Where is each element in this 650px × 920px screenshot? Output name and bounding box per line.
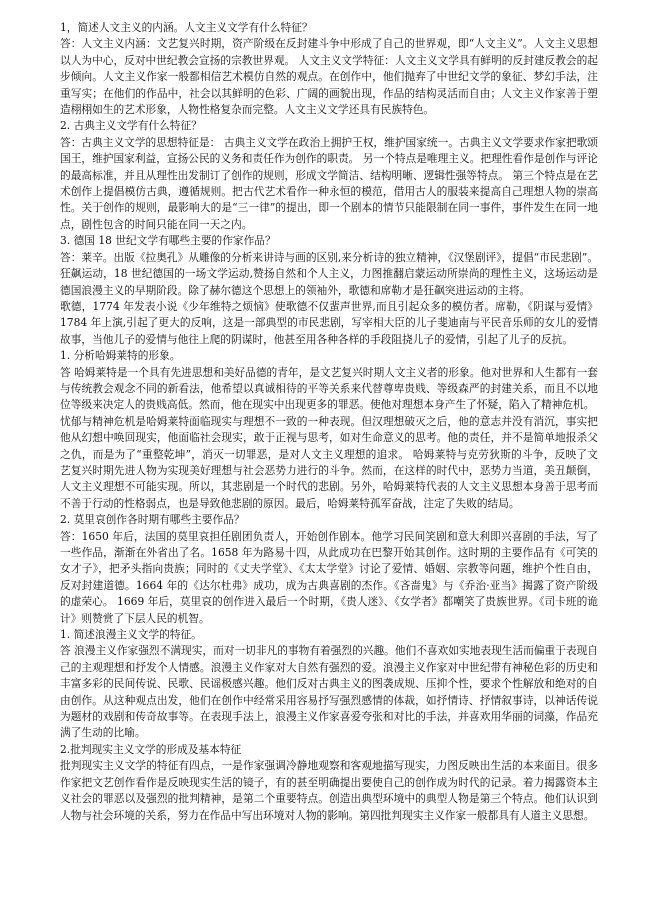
question-hamlet: 1. 分析哈姆莱特的形象。 bbox=[60, 349, 181, 363]
answer-humanism: 答：人文主义内涵：文艺复兴时期，资产阶级在反封建斗争中形成了自己的世界观，即“人文主义”。人文主义思想以人为中心，反对中世纪教会宣扬的宗教世界观。 人文主义文学特征：人文主义文学具有鲜明的反封建反教会的起步倾向。人文主义作家一般都相信艺术模仿自然的观点。在创作中，他们抛弃了中世纪文学的象征、梦幻手法，注重写实；在他们的作品中，社会以其鲜明的色彩、广阔的画貌出现，作品的结构灵活而自由；人文主义作家善于塑造栩栩如生的艺术形象，人物性格复杂而完整。人文主义文学还具有民族特色。 bbox=[60, 37, 598, 117]
question-critical-realism: 2.批判现实主义文学的形成及基本特征 bbox=[60, 742, 242, 756]
answer-hamlet-part1: 答 哈姆莱特是一个具有先进思想和美好品德的青年，是文艺复兴时期人文主义者的形象。他对世界和人生都有一套与传统教会观念不同的新看法，他希望以真诚相待的平等关系来代替尊卑贵贱、等级森严的封建关系，而且不以地位等级来决定人的贵贱高低。然而，他在现实中出现更多的罪恶。使他对理想本身产生了怀疑，陷入了精神危机。 bbox=[60, 365, 598, 412]
answer-german-literature-goethe: 歌德，1774 年发表小说《少年维特之烦恼》使歌德不仅蜚声世界,而且引起众多的模仿者。席勒，《阴谋与爱情》1784 年上演,引起了更大的反响，这是一部典型的市民悲剧，写宰相大臣的儿子斐迪南与平民音乐师的女儿的爱情故事，当他儿子的爱情与他往上爬的阴谋时，他甚至用各种各样的手段阻挠儿子的爱情，引起了儿子的反抗。 bbox=[60, 299, 598, 346]
answer-hamlet-part2: 忧郁与精神危机是哈姆莱特面临现实与理想不一致的一种表现。但汉理想破灭之后，他的意志并没有消沉，事实把他从幻想中唤回现实，他面临社会现实，敢于正视与思考，如对生命意义的思考。他的责任，并不是简单地报杀父之仇，而是为了“重整乾坤”，消灭一切罪恶，是对人文主义理想的追求。 哈姆莱特与克劳狄斯的斗争，反映了文艺复兴时期先进人物为实现美好理想与社会恶势力进行的斗争。然而，在这样的时代中，恶势力当道，美丑颠倒，人文主义理想不可能实现。所以，其悲剧是一个时代的悲剧。另外，哈姆莱特代表的人文主义思想本身善于思考而不善于行动的性格弱点，也是导致他悲剧的原因。最后，哈姆莱特孤军奋战，注定了失败的结局。 bbox=[60, 414, 598, 510]
answer-classicism: 答：古典主义文学的思想特征是： 古典主义文学在政治上拥护王权，维护国家统一。古典主义文学要求作家把歌颂国王，维护国家利益，宣扬公民的义务和责任作为创作的职责。 另一个特点是唯理主义。把理性看作是创作与评论的最高标准，并且从理性出发制订了创作的规则，形成文学简洁、结构明晰、逻辑性强等特点。 第三个特点是在艺术创作上提倡模仿古典，遵循规则。把古代艺术看作一种永恒的模范，借用古人的服装来提高自己理想人物的崇高性。关于创作的规则，最影响大的是“三一律”的提出，即一个剧本的情节只能限制在同一事件，事件发生在同一地点，剧性包含的时间只能在同一天之内。 bbox=[60, 135, 598, 231]
question-romanticism: 1. 简述浪漫主义文学的特征。 bbox=[60, 628, 202, 642]
question-classicism: 2. 古典主义文学有什么特征？ bbox=[60, 119, 202, 133]
question-moliere: 2. 莫里哀创作各时期有哪些主要作品？ bbox=[60, 513, 245, 527]
answer-romanticism: 答 浪漫主义作家强烈不满现实，而对一切非凡的事物有着强烈的兴趣。他们不喜欢如实地表现生活而偏重于表现自己的主观理想和抒发个人情感。浪漫主义作家对大自然有强烈的爱。浪漫主义作家对中世纪带有神秘色彩的历史和丰富多彩的民间传说、民歌、民谣极感兴趣。他们反对古典主义的图袭成规、压抑个性，要求个性解放和绝对的自由创作。从这种观点出发，他们在创作中经常采用容易抒写强烈感情的体裁，如抒情诗、抒情叙事诗，以神话传说为题材的戏剧和传奇故事等。在表现手法上，浪漫主义作家喜爱夸张和对比的手法，并喜欢用华丽的词藻，作品充满了生动的比喻。 bbox=[60, 644, 598, 740]
answer-german-literature-lessing: 答：莱辛。出版《拉奥孔》从雕像的分析来讲诗与画的区别,来分析诗的独立精神，《汉堡剧评》，提倡“市民悲剧”。狂飙运动，18 世纪德国的一场文学运动,赞扬自然和个人主义，力图推翻启蒙运动所崇尚的理性主义，这场运动是德国浪漫主义的早期阶段。除了赫尔德这个思想上的领袖外，歌德和席勒才是狂飙突进运动的主将。 bbox=[60, 250, 599, 297]
question-humanism: 1，简述人文主义的内涵。人文主义文学有什么特征？ bbox=[60, 21, 313, 34]
answer-critical-realism: 批判现实主义文学的特征有四点，一是作家强调冷静地观察和客观地描写现实，力图反映出生活的本来面目。很多作家把文艺创作看作是反映现实生活的镜子，有的甚至明确提出要使自己的创作成为时代的记录。着力揭露资本主义社会的罪恶以及强烈的批判精神，是第二个重要特点。创造出典型环境中的典型人物是第三个特点。他们认识到人物与社会环境的关系，努力在作品中写出环境对人物的影响。第四批判现实主义作家一般都具有人道主义思想。 bbox=[60, 759, 598, 822]
question-german-literature: 3. 德国 18 世纪文学有哪些主要的作家作品？ bbox=[60, 234, 276, 248]
answer-moliere: 答：1650 年后，法国的莫里哀担任剧团负责人，开始创作剧本。他学习民间笑剧和意大利即兴喜剧的手法，写了一些作品，渐渐在外省出了名。1658 年为路易十四，从此成功在巴黎开始其创作。这时期的主要作品有《可笑的女才子》，把矛头指向贵族；同时的《丈夫学堂》、《太太学堂》讨论了爱情、婚姻、宗教等问题，维护个性自由，反对封建道德。1664 年的《达尔杜弗》成功，成为古典喜剧的杰作。《吝啬鬼》与《乔治·亚当》揭露了资产阶级的虚荣心。 1669 年后，莫里哀的创作进入最后一个时期，《贵人迷》、《女学者》都嘲笑了贵族世界。《司卡班的诡计》则赞赏了下层人民的机智。 bbox=[60, 529, 598, 625]
